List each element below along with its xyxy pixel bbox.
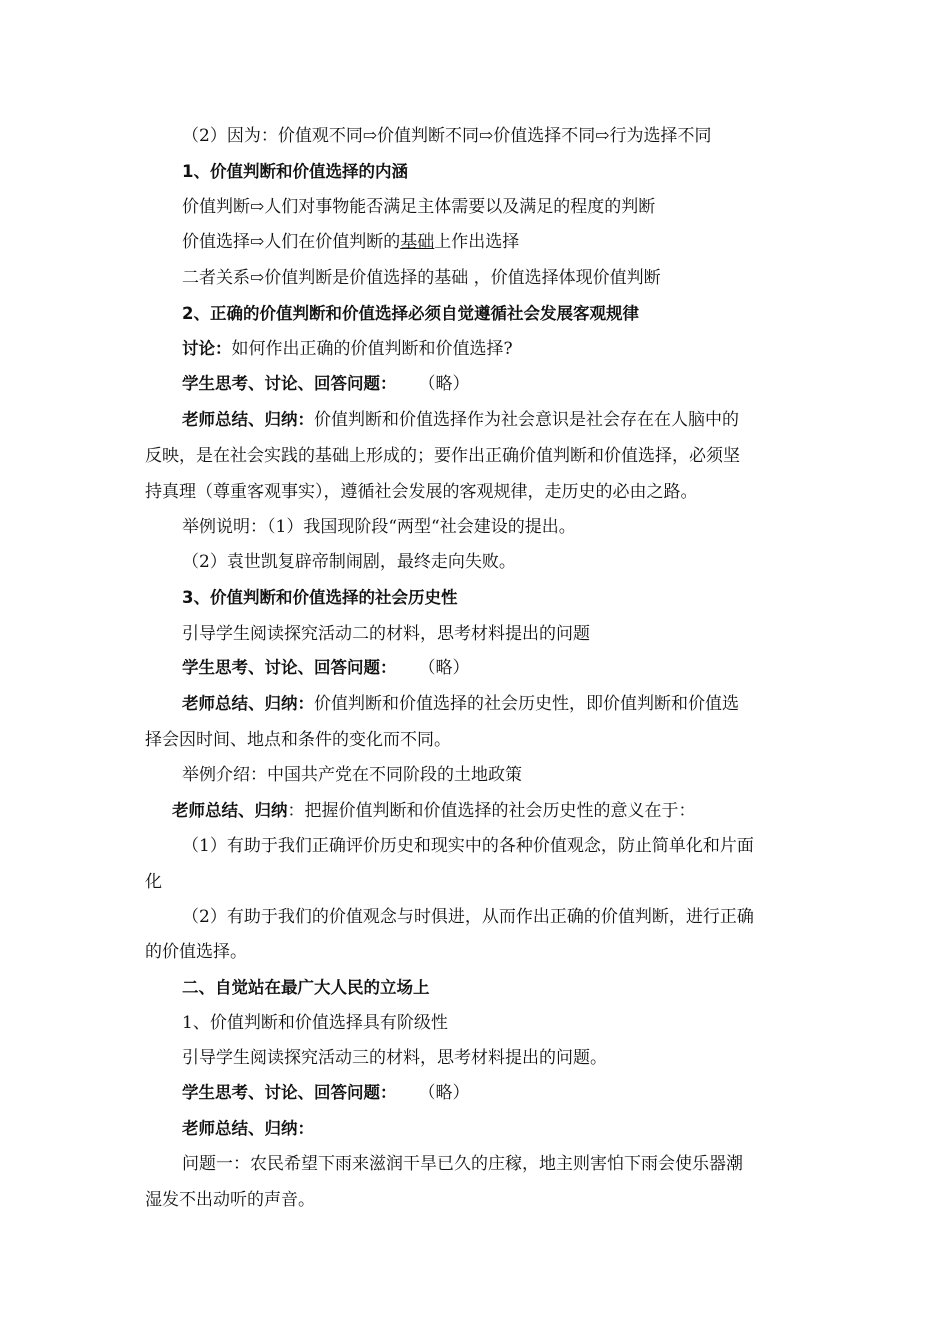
text-line xyxy=(145,940,825,964)
text-line xyxy=(182,550,822,574)
section-heading xyxy=(182,160,822,184)
text-line xyxy=(182,692,822,716)
text-line xyxy=(182,372,822,396)
text: 价值判断⇨人们对事物能否满足主体需要以及满足的程度的判断 xyxy=(182,197,656,217)
text-line xyxy=(182,1081,822,1105)
bold-label: 老师总结、归纳： xyxy=(182,1119,314,1138)
text: 价值选择⇨人们在价值判断的 xyxy=(182,232,401,252)
section-heading xyxy=(182,976,822,1000)
text: 引导学生阅读探究活动二的材料，思考材料提出的问题 xyxy=(182,624,590,644)
section-heading xyxy=(182,302,822,326)
text-line xyxy=(145,870,825,894)
text: 湿发不出动听的声音。 xyxy=(145,1190,315,1210)
bold-label: 老师总结、归纳 xyxy=(172,801,288,820)
text: （略） xyxy=(418,1083,470,1103)
text: 如何作出正确的价值判断和价值选择? xyxy=(231,339,513,359)
section-heading xyxy=(182,586,822,610)
text: （2）有助于我们的价值观念与时俱进，从而作出正确的价值判断，进行正确 xyxy=(182,907,754,927)
text: 二者关系⇨价值判断是价值选择的基础 ，价值选择体现价值判断 xyxy=(182,268,661,288)
text-line xyxy=(182,266,822,290)
text-line xyxy=(182,622,822,646)
heading-text: 3、价值判断和价值选择的社会历史性 xyxy=(182,588,458,607)
text-line xyxy=(182,1011,822,1035)
text-line xyxy=(182,408,822,432)
text: 价值判断和价值选择作为社会意识是社会存在在人脑中的 xyxy=(314,410,739,430)
text: 1、价值判断和价值选择具有阶级性 xyxy=(182,1013,448,1033)
text: （2）因为：价值观不同⇨价值判断不同⇨价值选择不同⇨行为选择不同 xyxy=(182,126,712,146)
text: 化 xyxy=(145,872,162,892)
text-line xyxy=(182,905,822,929)
underlined-text: 基础 xyxy=(400,232,435,252)
text-line xyxy=(182,834,822,858)
text: 择会因时间、地点和条件的变化而不同。 xyxy=(145,730,451,750)
text: 反映，是在社会实践的基础上形成的；要作出正确价值判断和价值选择，必须坚 xyxy=(145,446,740,466)
text-line xyxy=(182,195,822,219)
text-line xyxy=(182,337,822,361)
text: 举例介绍：中国共产党在不同阶段的土地政策 xyxy=(182,765,522,785)
text-line xyxy=(182,1046,822,1070)
heading-text: 2、正确的价值判断和价值选择必须自觉遵循社会发展客观规律 xyxy=(182,304,639,323)
text: 持真理（尊重客观事实），遵循社会发展的客观规律，走历史的必由之路。 xyxy=(145,482,698,502)
heading-text: 1、价值判断和价值选择的内涵 xyxy=(182,162,408,181)
text-line xyxy=(145,444,825,468)
bold-label: 老师总结、归纳： xyxy=(182,694,314,713)
text-line xyxy=(182,230,822,254)
bold-label: 老师总结、归纳： xyxy=(182,410,314,429)
bold-label: 学生思考、讨论、回答问题： xyxy=(182,1083,397,1102)
text: 上作出选择 xyxy=(434,232,520,252)
text: 引导学生阅读探究活动三的材料，思考材料提出的问题。 xyxy=(182,1048,607,1068)
text: 问题一：农民希望下雨来滋润干旱已久的庄稼，地主则害怕下雨会使乐器潮 xyxy=(182,1154,743,1174)
text: （2）袁世凯复辟帝制闹剧，最终走向失败。 xyxy=(182,552,516,572)
text-line xyxy=(182,656,822,680)
text: （略） xyxy=(418,374,470,394)
text-line xyxy=(182,763,822,787)
text-line xyxy=(182,1117,822,1141)
text: 举例说明：（1）我国现阶段“两型“社会建设的提出。 xyxy=(182,517,576,537)
text: （1）有助于我们正确评价历史和现实中的各种价值观念，防止简单化和片面 xyxy=(182,836,754,856)
text-line xyxy=(172,799,852,823)
text-line xyxy=(145,728,825,752)
text-line xyxy=(145,1188,825,1212)
text: 的价值选择。 xyxy=(145,942,247,962)
text-line xyxy=(182,124,822,148)
heading-text: 二、自觉站在最广大人民的立场上 xyxy=(182,978,430,997)
text-line xyxy=(182,1152,822,1176)
bold-label: 讨论： xyxy=(182,339,232,358)
bold-label: 学生思考、讨论、回答问题： xyxy=(182,658,397,677)
text: 价值判断和价值选择的社会历史性，即价值判断和价值选 xyxy=(314,694,739,714)
text-line xyxy=(182,515,822,539)
bold-label: 学生思考、讨论、回答问题： xyxy=(182,374,397,393)
text-line xyxy=(145,480,825,504)
text: （略） xyxy=(418,658,470,678)
text: ：把握价值判断和价值选择的社会历史性的意义在于： xyxy=(287,801,696,821)
